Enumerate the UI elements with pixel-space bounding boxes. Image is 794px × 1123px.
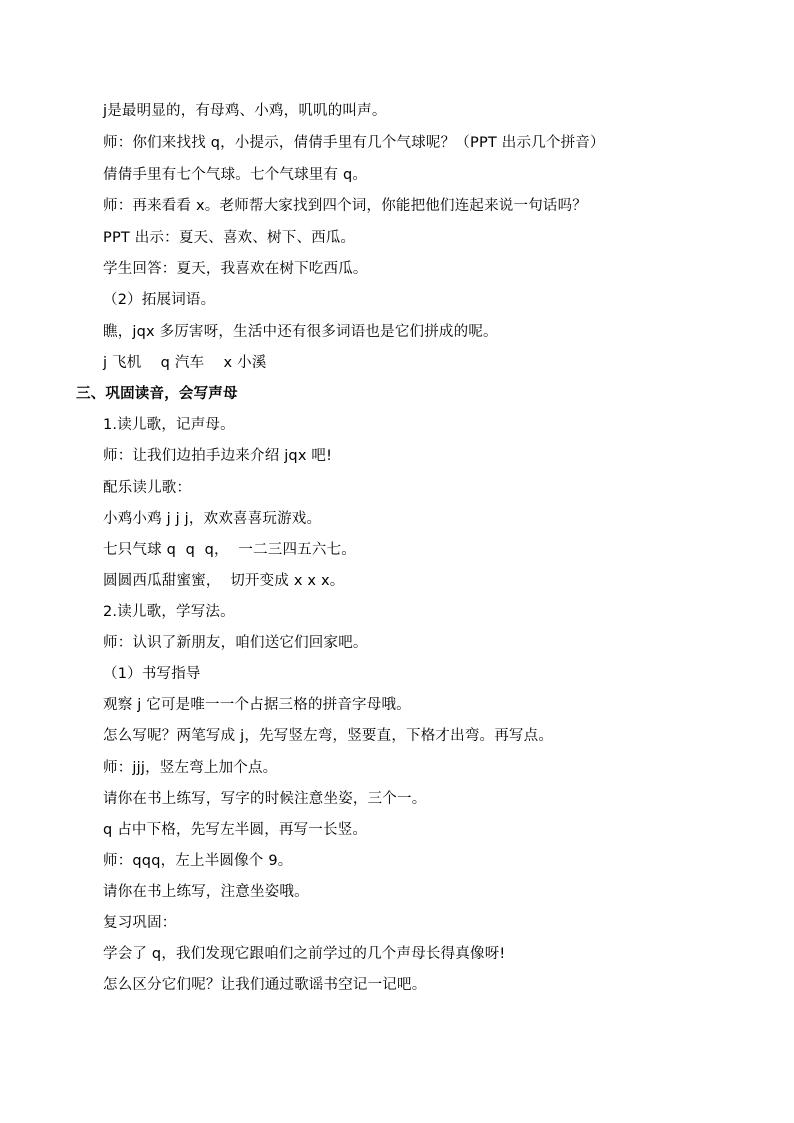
text-line: 请你在书上练写，写字的时候注意坐姿，三个一。 xyxy=(103,791,427,807)
rhyme-line: 圆圆西瓜甜蜜蜜， 切开变成 x x x。 xyxy=(103,573,345,589)
text-line: 师：认识了新朋友，咱们送它们回家吧。 xyxy=(103,635,368,651)
section-heading: 三、巩固读音，会写声母 xyxy=(76,386,238,402)
text-line: 师：jjj，竖左弯上加个点。 xyxy=(103,760,278,776)
text-line: 1.读儿歌，记声母。 xyxy=(103,417,235,433)
sub-heading: （1）书写指导 xyxy=(103,666,201,682)
text-line: 观察 j 它可是唯一一个占据三格的拼音字母哦。 xyxy=(103,697,411,713)
text-line: 学会了 q，我们发现它跟咱们之前学过的几个声母长得真像呀! xyxy=(103,946,506,962)
rhyme-line: 七只气球 q q q， 一二三四五六七。 xyxy=(103,542,356,558)
text-line: j是最明显的，有母鸡、小鸡，叽叽的叫声。 xyxy=(103,103,387,119)
text-line: 学生回答：夏天，我喜欢在树下吃西瓜。 xyxy=(103,261,368,277)
text-line: 配乐读儿歌： xyxy=(103,480,192,496)
text-line: 复习巩固： xyxy=(103,915,177,931)
rhyme-line: 小鸡小鸡 j j j，欢欢喜喜玩游戏。 xyxy=(103,511,322,527)
word-examples: j 飞机 q 汽车 x 小溪 xyxy=(103,355,267,371)
text-line: q 占中下格，先写左半圆，再写一长竖。 xyxy=(103,822,368,838)
text-line: 瞧，jqx 多厉害呀，生活中还有很多词语也是它们拼成的呢。 xyxy=(103,324,498,340)
text-line: 师：qqq，左上半圆像个 9。 xyxy=(103,853,293,869)
text-line: 师：再来看看 x。老师帮大家找到四个词，你能把他们连起来说一句话吗？ xyxy=(103,198,587,214)
text-line: 请你在书上练写，注意坐姿哦。 xyxy=(103,884,309,900)
text-line: 倩倩手里有七个气球。七个气球里有 q。 xyxy=(103,167,368,183)
text-line: 师：你们来找找 q，小提示，倩倩手里有几个气球呢？（PPT 出示几个拼音） xyxy=(103,135,605,151)
text-line: 2.读儿歌，学写法。 xyxy=(103,604,235,620)
text-line: 师：让我们边拍手边来介绍 jqx 吧! xyxy=(103,448,333,464)
sub-heading: （2）拓展词语。 xyxy=(103,292,216,308)
text-line: PPT 出示：夏天、喜欢、树下、西瓜。 xyxy=(103,230,356,246)
text-line: 怎么写呢？两笔写成 j，先写竖左弯，竖要直，下格才出弯。再写点。 xyxy=(103,728,554,744)
text-line: 怎么区分它们呢？让我们通过歌谣书空记一记吧。 xyxy=(103,977,427,993)
